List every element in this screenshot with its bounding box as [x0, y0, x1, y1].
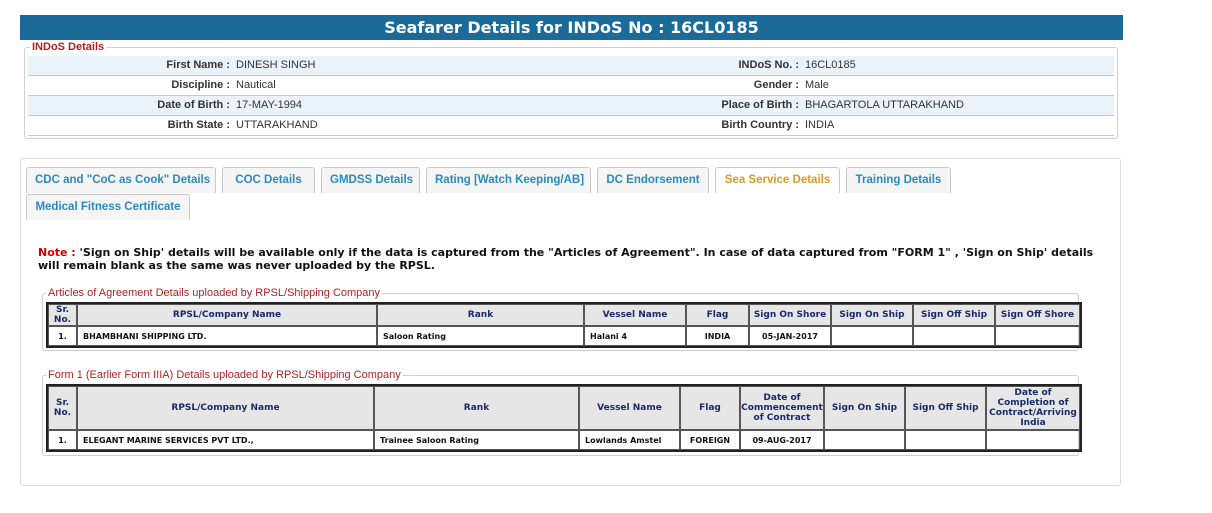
gender-label: Gender :	[753, 79, 799, 91]
cell-vessel-name: Halani 4	[584, 326, 686, 346]
indos-no-value: 16CL0185	[805, 59, 856, 71]
birth-state-value: UTTARAKHAND	[236, 119, 318, 131]
cell-company-name: BHAMBHANI SHIPPING LTD.	[77, 326, 377, 346]
indos-details-legend: INDoS Details	[32, 41, 105, 53]
sign-on-ship-note	[38, 246, 1098, 272]
table-row	[48, 326, 1080, 346]
header-vessel-name: Vessel Name	[579, 386, 680, 430]
cell-company-name: ELEGANT MARINE SERVICES PVT LTD.,	[77, 430, 374, 450]
first-name-label: First Name :	[166, 59, 230, 71]
indos-row	[28, 56, 1114, 76]
place-of-birth-value: BHAGARTOLA UTTARAKHAND	[805, 99, 964, 111]
header-company-name: RPSL/Company Name	[77, 386, 374, 430]
form1-table	[46, 384, 1082, 452]
cell-sign-on-ship	[831, 326, 913, 346]
indos-row	[28, 96, 1114, 116]
discipline-value: Nautical	[236, 79, 276, 91]
tab-cdc-details[interactable]: CDC and "CoC as Cook" Details	[26, 167, 216, 193]
cell-sign-off-ship	[913, 326, 995, 346]
header-sr-no: Sr. No.	[48, 386, 77, 430]
cell-date-of-commencement: 09-AUG-2017	[740, 430, 824, 450]
dob-label: Date of Birth :	[157, 99, 230, 111]
indos-no-label: INDoS No. :	[738, 59, 799, 71]
cell-sign-off-ship	[905, 430, 986, 450]
cell-sign-off-shore	[995, 326, 1080, 346]
note-text: 'Sign on Ship' details will be available only if the data is captured from the "Articles of Agreement". In case of data captured from "FORM 1" , 'Sign on Ship' details will remain blank as the same was never uploaded by the RPSL.	[38, 246, 1094, 272]
place-of-birth-label: Place of Birth :	[721, 99, 799, 111]
indos-row	[28, 116, 1114, 136]
header-vessel-name: Vessel Name	[584, 304, 686, 326]
page-title: Seafarer Details for INDoS No : 16CL0185	[20, 15, 1123, 40]
header-sign-on-ship: Sign On Ship	[824, 386, 905, 430]
indos-row	[28, 76, 1114, 96]
cell-flag: INDIA	[686, 326, 749, 346]
cell-vessel-name: Lowlands Amstel	[579, 430, 680, 450]
cell-rank: Trainee Saloon Rating	[374, 430, 579, 450]
header-flag: Flag	[686, 304, 749, 326]
gender-value: Male	[805, 79, 829, 91]
dob-value: 17-MAY-1994	[236, 99, 303, 111]
tab-sea-service-details[interactable]: Sea Service Details	[715, 167, 840, 193]
header-date-of-commencement: Date of Commencement of Contract	[740, 386, 824, 430]
first-name-value: DINESH SINGH	[236, 59, 316, 71]
header-sr-no: Sr. No.	[48, 304, 77, 326]
indos-details-section	[24, 42, 1118, 139]
articles-of-agreement-section	[42, 288, 1079, 351]
header-sign-off-ship: Sign Off Ship	[913, 304, 995, 326]
note-label: Note :	[38, 246, 76, 259]
cell-sr-no: 1.	[48, 326, 77, 346]
cell-sr-no: 1.	[48, 430, 77, 450]
cell-rank: Saloon Rating	[377, 326, 584, 346]
tab-rating-details[interactable]: Rating [Watch Keeping/AB]	[426, 167, 591, 193]
tab-coc-details[interactable]: COC Details	[222, 167, 315, 193]
header-sign-off-shore: Sign Off Shore	[995, 304, 1080, 326]
cell-flag: FOREIGN	[680, 430, 740, 450]
header-sign-on-ship: Sign On Ship	[831, 304, 913, 326]
tab-gmdss-details[interactable]: GMDSS Details	[321, 167, 420, 193]
cell-sign-on-shore: 05-JAN-2017	[749, 326, 831, 346]
birth-country-label: Birth Country :	[721, 119, 799, 131]
header-rank: Rank	[377, 304, 584, 326]
cell-date-of-completion	[986, 430, 1080, 450]
articles-of-agreement-legend: Articles of Agreement Details uploaded by RPSL/Shipping Company	[48, 287, 381, 299]
birth-country-value: INDIA	[805, 119, 835, 131]
details-panel	[20, 158, 1121, 486]
header-company-name: RPSL/Company Name	[77, 304, 377, 326]
birth-state-label: Birth State :	[167, 119, 230, 131]
header-date-of-completion: Date of Completion of Contract/Arriving India	[986, 386, 1080, 430]
table-header-row	[48, 386, 1080, 430]
discipline-label: Discipline :	[171, 79, 230, 91]
header-flag: Flag	[680, 386, 740, 430]
form1-legend: Form 1 (Earlier Form IIIA) Details uploaded by RPSL/Shipping Company	[48, 369, 401, 381]
tab-training-details[interactable]: Training Details	[846, 167, 951, 193]
form1-section	[42, 370, 1079, 456]
table-row	[48, 430, 1080, 450]
cell-sign-on-ship	[824, 430, 905, 450]
header-sign-off-ship: Sign Off Ship	[905, 386, 986, 430]
header-rank: Rank	[374, 386, 579, 430]
tab-dc-endorsement[interactable]: DC Endorsement	[597, 167, 709, 193]
tab-medical-fitness-certificate[interactable]: Medical Fitness Certificate	[26, 194, 190, 220]
table-header-row	[48, 304, 1080, 326]
header-sign-on-shore: Sign On Shore	[749, 304, 831, 326]
articles-of-agreement-table	[46, 302, 1082, 348]
